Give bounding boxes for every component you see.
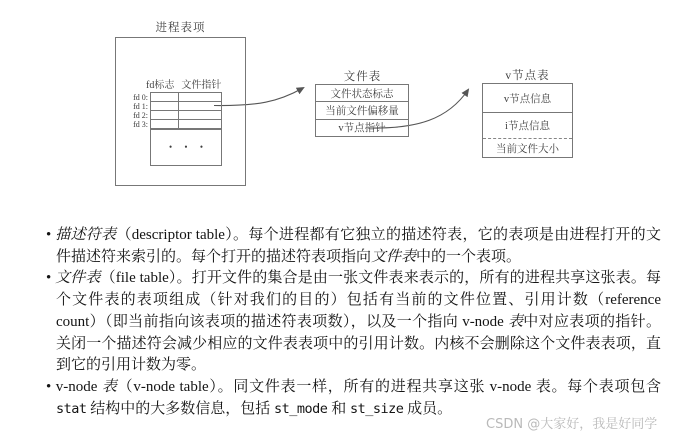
fd-row-label: fd 2: [133, 111, 148, 120]
bullet-text-segment: 表 [507, 313, 524, 330]
bullet-text-segment: 文件表 [55, 270, 101, 287]
fd-row [151, 93, 221, 102]
fd-column-divider [178, 93, 179, 129]
bullet-text-segment: 描述符表 [55, 227, 117, 243]
bullet-text-segment: （file table）。打开文件的集合是由一张文件表来表示的，所有的进程共享这张表。每个文件表的表项组成（针对我们的目的）包括有当前的文件位置、引用计数（reference count）（即当前指向该表项的描述符表项数），以及一个指向 v-node [56, 270, 661, 330]
bullet-text-segment: （v-node table）。同文件表一样，所有的进程共享这张 v-node 表。每个表项包含 [117, 378, 661, 395]
bullet-marker-icon: • [46, 378, 56, 395]
process-table-title: 进程表项 [155, 22, 206, 34]
fd-table-header [146, 76, 232, 91]
current-file-size-row: 当前文件大小 [496, 144, 559, 155]
fd-table-ellipsis-box: • • • [150, 129, 222, 166]
fd-table [150, 92, 222, 130]
fd-row [151, 111, 221, 120]
vnode-pointer-row: v节点指针 [338, 123, 386, 135]
vnode-table-box [482, 83, 573, 158]
bullet-text-segment: v-node [55, 378, 102, 395]
fd-flags-header: fd标志 [146, 80, 175, 91]
bullet-text-segment: 成员。 [403, 400, 453, 417]
file-status-flags-row: 文件状态标志 [316, 85, 408, 102]
fd-tables-diagram [0, 0, 683, 215]
bullet-text-segment: （descriptor table）。每个进程都有它独立的描述符表，它的表项是由进程打开的文件描述符来索引的。每个打开的描述符表项指向 [56, 227, 661, 265]
bullet-item [46, 225, 661, 268]
file-pointer-header: 文件指针 [181, 80, 222, 91]
bullet-text-segment: st_size [349, 400, 404, 417]
vnode-table-title: v节点表 [505, 70, 550, 82]
vnode-info-row: v节点信息 [483, 84, 572, 113]
bullet-text-segment: 中对应表项的指针。关闭一个描述符会减少相应的文件表表项中的引用计数。内核不会删除这个文件表表项，直到它的引用计数为零。 [56, 313, 661, 374]
bullet-item [46, 268, 661, 377]
current-file-offset-row: 当前文件偏移量 [316, 102, 408, 119]
bullet-text-segment: st_mode [274, 400, 328, 417]
inode-info-row: i节点信息 [483, 113, 572, 139]
bullet-text-segment: 文件表 [371, 248, 417, 265]
bullet-marker-icon: • [46, 227, 56, 243]
fd-row [151, 102, 221, 111]
bullet-marker-icon: • [46, 270, 56, 287]
fd-row-label: fd 0: [133, 93, 148, 102]
bullet-list [46, 225, 661, 420]
bullet-text-segment: 和 [327, 400, 350, 417]
file-table-title: 文件表 [343, 71, 382, 83]
file-table-box [315, 84, 409, 137]
fd-row [151, 120, 221, 129]
bullet-text-segment: 中的一个表项。 [416, 248, 522, 265]
fd-row-label: fd 3: [133, 120, 148, 129]
bullet-text-segment: stat [56, 400, 87, 417]
bullet-text-segment: 结构中的大多数信息，包括 [86, 400, 275, 417]
watermark: CSDN @大家好，我是好同学 [486, 417, 658, 432]
fd-row-label: fd 1: [133, 102, 148, 111]
bullet-text-segment: 表 [101, 378, 118, 395]
